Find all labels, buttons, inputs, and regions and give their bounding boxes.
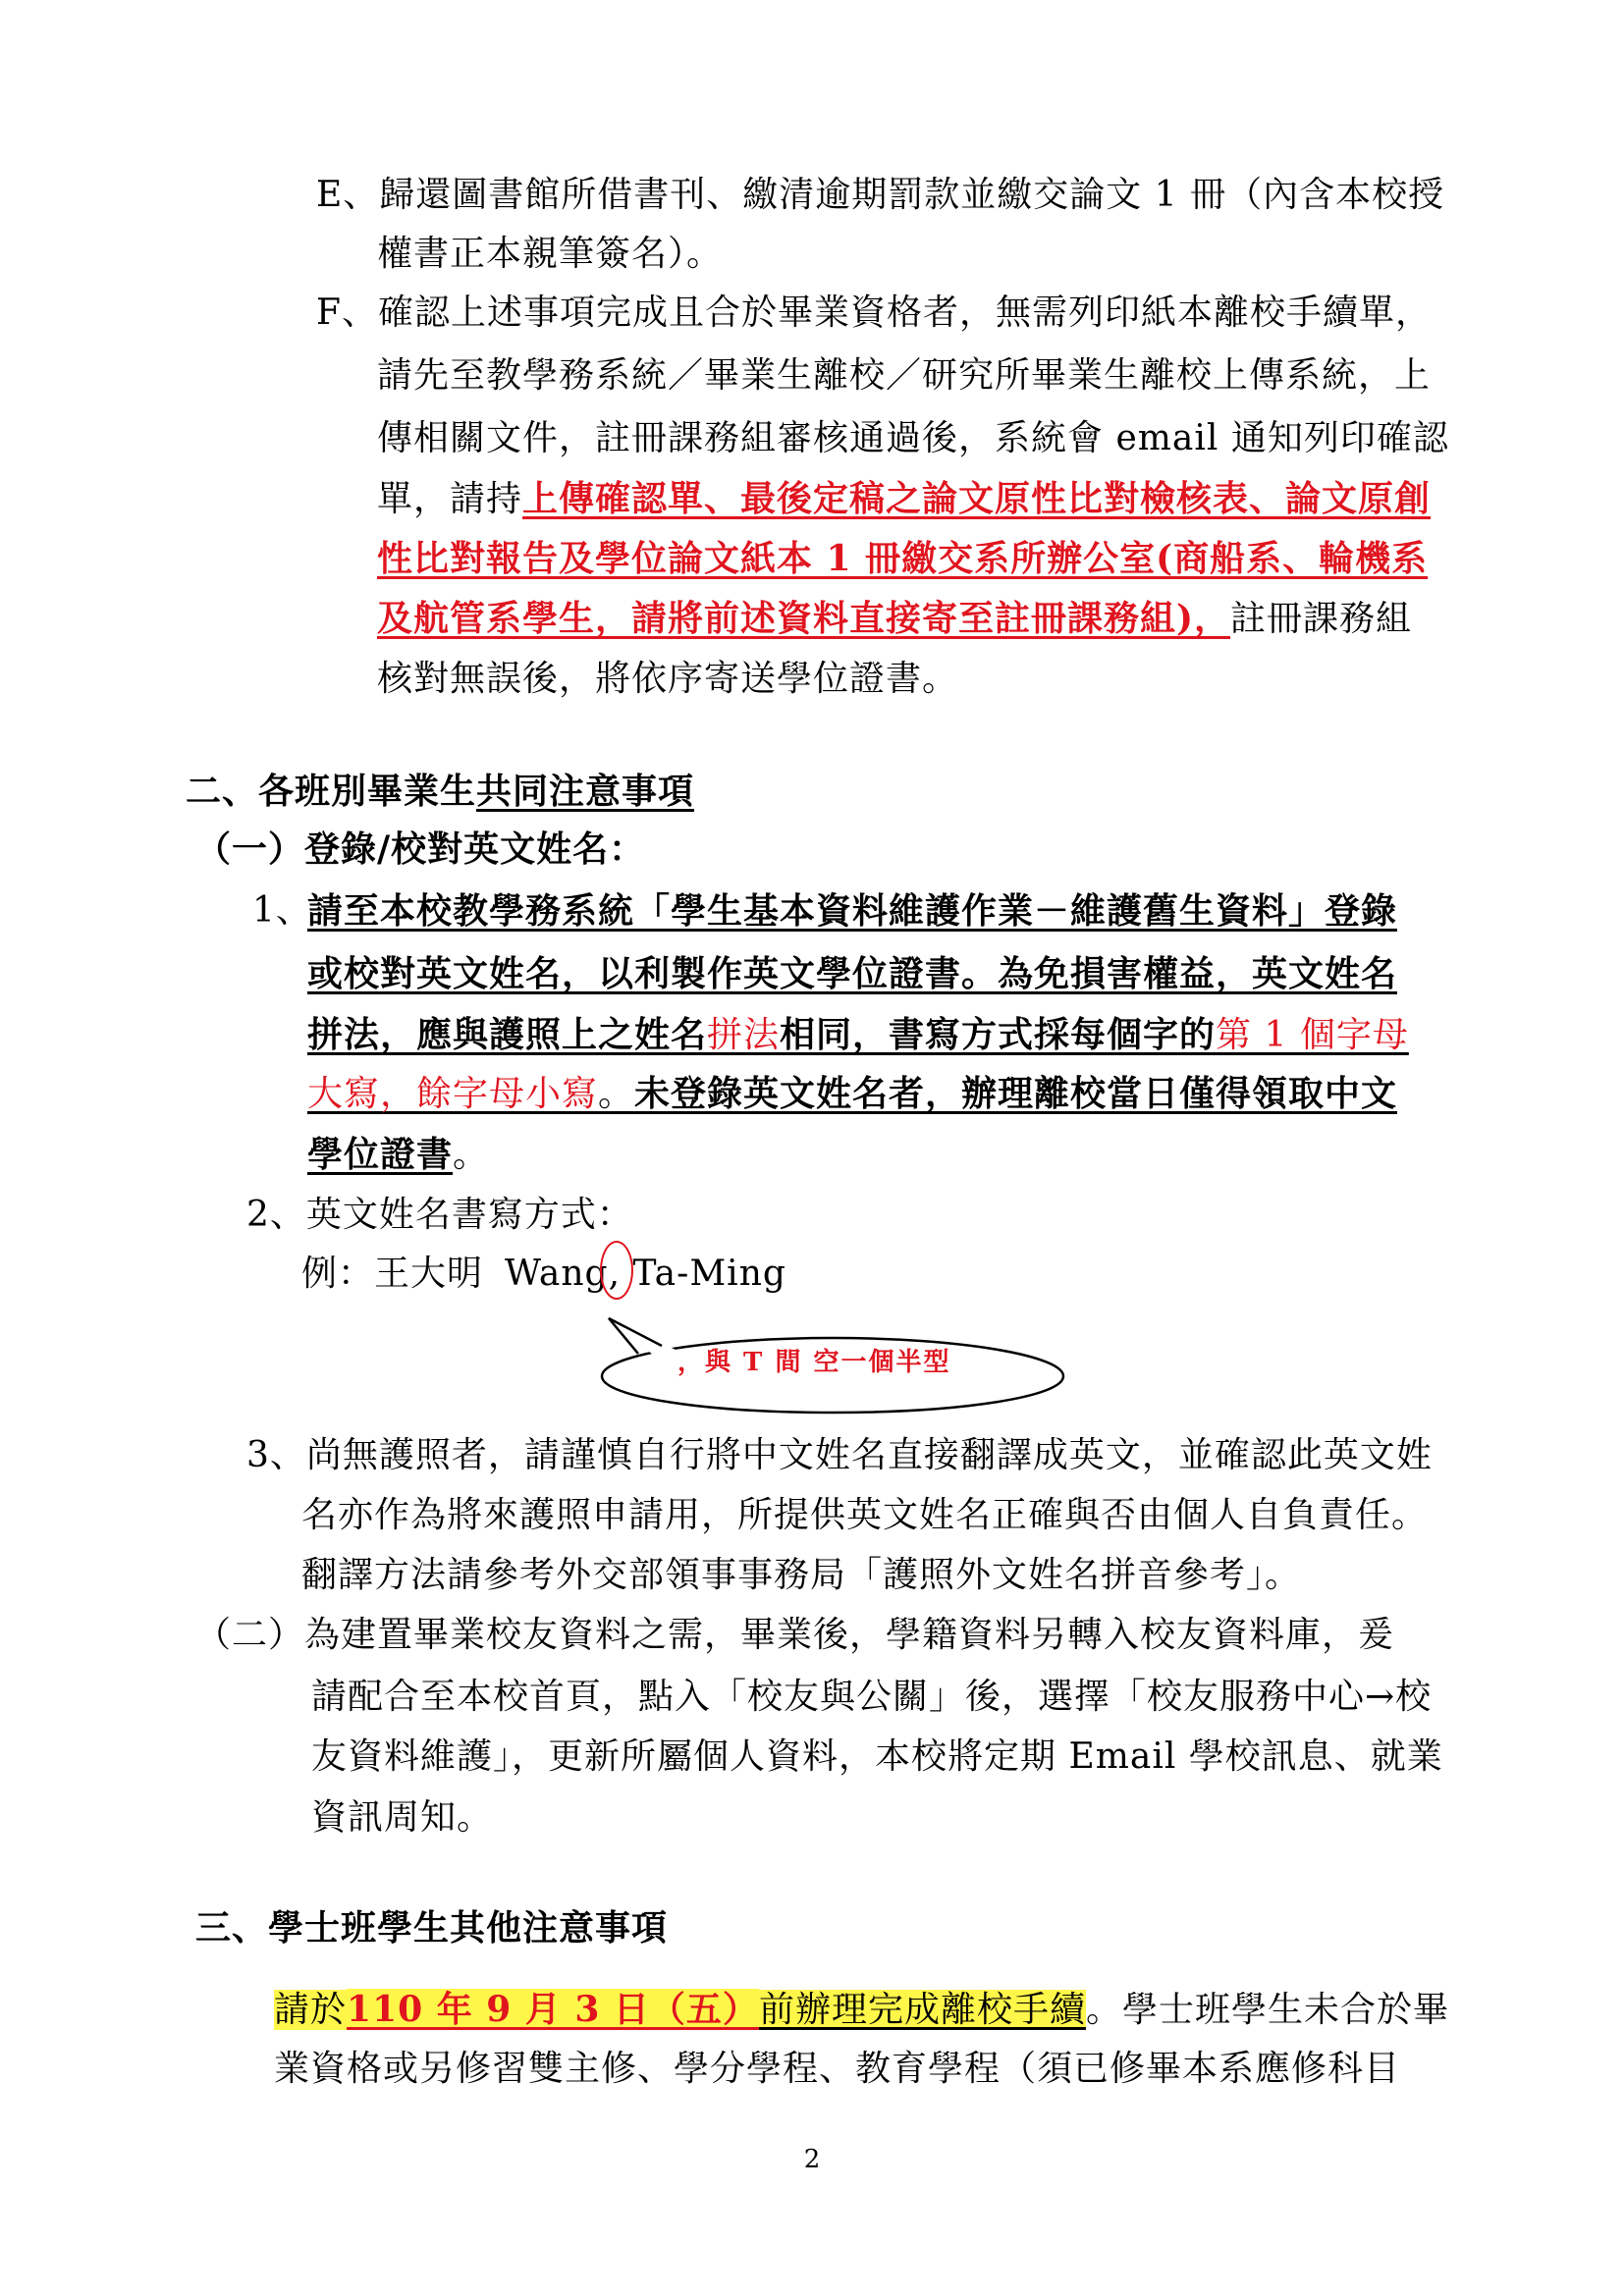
comma-highlight-circle	[600, 1241, 633, 1300]
item-1-line-3-c: 相同，書寫方式採每個字的	[780, 1014, 1217, 1055]
item-3-line-3: 翻譯方法請參考外交部領事事務局「護照外文姓名拼音參考」。	[301, 1555, 1302, 1595]
item-1-line-5-a: 學位證書	[307, 1134, 454, 1175]
item-1-line-1: 請至本校教學務系統「學生基本資料維護作業－維護舊生資料」登錄	[307, 890, 1398, 932]
section-2-heading	[186, 770, 694, 813]
item-2-example-name: Wang, Ta-Ming	[505, 1254, 786, 1294]
item-1-line-3-a: 拼法，應與護照上之姓名	[307, 1014, 708, 1055]
item-f-red-notice-part-2: 性比對報告及學位論文紙本 1 冊繳交系所辦公室(商船系、輪機系	[377, 538, 1429, 579]
item-2-label: 2、英文姓名書寫方式：	[246, 1195, 633, 1235]
subsection-2-line-3: 友資料維護」，更新所屬個人資料，本校將定期 Email 學校訊息、就業	[311, 1736, 1443, 1777]
item-2-example-prefix: 例：王大明	[301, 1254, 484, 1294]
item-3-line-1: 3、尚無護照者，請謹慎自行將中文姓名直接翻譯成英文，並確認此英文姓	[246, 1435, 1433, 1475]
section-3-deadline-action: 前辦理完成離校手續	[758, 1990, 1086, 2030]
item-1-line-4-c: 未登錄英文姓名者，辦理離校當日僅得領取中文	[634, 1073, 1398, 1114]
section-2-heading-underlined: 共同注意事項	[476, 771, 695, 812]
section-3-line-1-rest: 。學士班學生未合於畢	[1085, 1990, 1449, 2030]
item-1-line-3	[307, 1013, 1409, 1057]
item-1-line-4-b: 。	[598, 1074, 635, 1114]
item-f-line-2: 請先至教學務系統／畢業生離校／研究所畢業生離校上傳系統，上	[377, 355, 1432, 396]
section-3-deadline-date: 110 年 9 月 3 日（五）	[347, 1989, 759, 2030]
item-f-line-7: 核對無誤後，將依序寄送學位證書。	[377, 659, 959, 699]
section-3-deadline-intro: 請於	[274, 1990, 348, 2030]
section-3-line-2: 業資格或另修習雙主修、學分學程、教育學程（須已修畢本系應修科目	[274, 2049, 1401, 2089]
subsection-2-line-4: 資訊周知。	[311, 1797, 494, 1838]
item-1-line-2: 或校對英文姓名，以利製作英文學位證書。為免損害權益，英文姓名	[307, 953, 1398, 994]
item-e-line-2: 權書正本親筆簽名）。	[377, 234, 724, 274]
item-3-line-2: 名亦作為將來護照申請用，所提供英文姓名正確與否由個人自負責任。	[301, 1495, 1429, 1535]
section-2-heading-prefix: 二、各班別畢業生	[186, 771, 477, 812]
item-1-number: 1、	[252, 890, 312, 931]
item-1-line-5	[307, 1133, 489, 1177]
item-f-red-notice-part-3: 及航管系學生，請將前述資料直接寄至註冊課務組)，	[377, 598, 1231, 639]
item-1-first-letter-red: 第 1 個字母	[1216, 1015, 1409, 1055]
subsection-2-line-1: （二）為建置畢業校友資料之需，畢業後，學籍資料另轉入校友資料庫，爰	[195, 1615, 1395, 1655]
item-e-line-1: E、歸還圖書館所借書刊、繳清逾期罰款並繳交論文 1 冊（內含本校授	[316, 175, 1445, 215]
section-3-heading: 三、學士班學生其他注意事項	[195, 1907, 669, 1949]
item-1-line-4	[307, 1072, 1397, 1116]
callout-text: ，與 T 間 空一個半型	[677, 1348, 951, 1377]
item-f-line-4	[377, 477, 1431, 521]
item-f-line-1: F、確認上述事項完成且合於畢業資格者，無需列印紙本離校手續單，	[316, 293, 1432, 333]
item-f-red-notice-part-1: 上傳確認單、最後定稿之論文原性比對檢核表、論文原創	[522, 478, 1432, 519]
item-f-line-6	[377, 597, 1412, 641]
subsection-2-line-2: 請配合至本校首頁，點入「校友與公關」後，選擇「校友服務中心→校	[311, 1677, 1433, 1717]
item-1-uppercase-rule-red: 大寫，餘字母小寫	[307, 1074, 599, 1114]
item-f-line-6-suffix: 註冊課務組	[1230, 599, 1413, 639]
item-f-line-4-prefix: 單，請持	[377, 479, 523, 519]
item-f-line-3: 傳相關文件，註冊課務組審核通過後，系統會 email 通知列印確認	[377, 418, 1449, 458]
item-2-example	[301, 1253, 786, 1296]
page-number: 2	[803, 2145, 821, 2174]
item-1-line-5-b: 。	[453, 1135, 490, 1175]
section-3-line-1	[274, 1988, 1449, 2032]
subsection-1-heading: （一）登錄/校對英文姓名：	[195, 828, 646, 870]
item-1-spelling-red: 拼法	[707, 1015, 781, 1055]
